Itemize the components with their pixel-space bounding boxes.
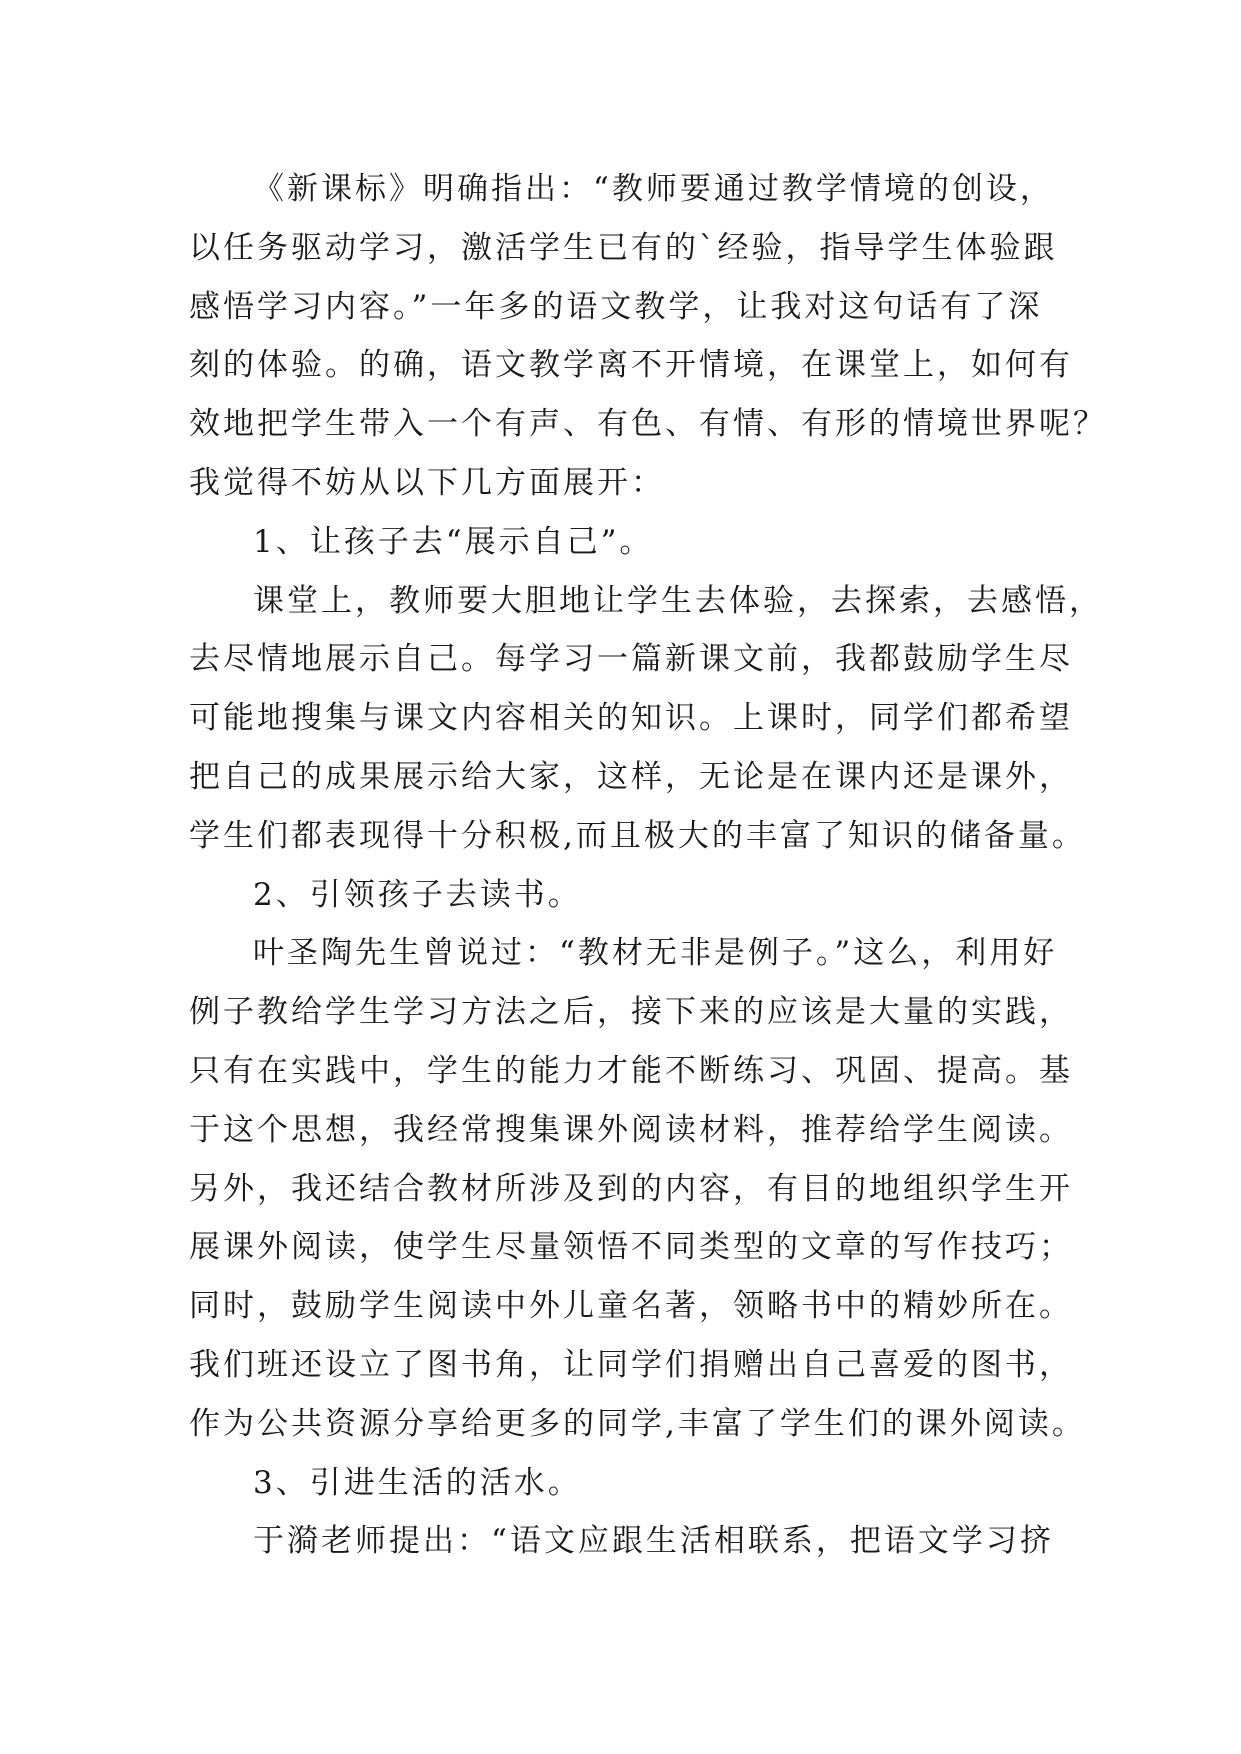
text-line: 以任务驱动学习，激活学生已有的`经验，指导学生体验跟 bbox=[189, 229, 1058, 266]
section-heading: 1、让孩子去“展示自己”。 bbox=[253, 523, 654, 560]
section-heading: 2、引领孩子去读书。 bbox=[253, 876, 582, 913]
text-line: 我们班还设立了图书角，让同学们捐赠出自己喜爱的图书， bbox=[189, 1346, 1073, 1383]
text-line: 叶圣陶先生曾说过：“教材无非是例子。”这么，利用好 bbox=[253, 935, 1058, 972]
text-line: 例子教给学生学习方法之后，接下来的应该是大量的实践， bbox=[189, 994, 1073, 1031]
text-line: 另外，我还结合教材所涉及到的内容，有目的地组织学生开 bbox=[189, 1170, 1073, 1207]
text-line: 我觉得不妨从以下几方面展开： bbox=[189, 464, 665, 501]
text-line: 作为公共资源分享给更多的同学,丰富了学生们的课外阅读。 bbox=[189, 1405, 1086, 1442]
section-heading: 3、引进生活的活水。 bbox=[253, 1464, 582, 1501]
text-line: 《新课标》明确指出：“教师要通过教学情境的创设， bbox=[253, 171, 1054, 207]
text-line: 同时，鼓励学生阅读中外儿童名著，领略书中的精妙所在。 bbox=[189, 1288, 1073, 1325]
text-line: 可能地搜集与课文内容相关的知识。上课时，同学们都希望 bbox=[189, 700, 1073, 737]
text-line: 于漪老师提出：“语文应跟生活相联系，把语文学习挤 bbox=[253, 1523, 1054, 1560]
document-body bbox=[189, 160, 1107, 1571]
text-line: 把自己的成果展示给大家，这样，无论是在课内还是课外， bbox=[189, 758, 1073, 795]
text-line: 效地把学生带入一个有声、有色、有情、有形的情境世界呢？ bbox=[189, 406, 1107, 443]
text-line: 学生们都表现得十分积极,而且极大的丰富了知识的储备量。 bbox=[189, 817, 1086, 854]
text-line: 刻的体验。的确，语文教学离不开情境，在课堂上，如何有 bbox=[189, 347, 1073, 384]
text-line: 课堂上，教师要大胆地让学生去体验，去探索，去感悟， bbox=[253, 582, 1103, 619]
text-line: 去尽情地展示自己。每学习一篇新课文前，我都鼓励学生尽 bbox=[189, 641, 1073, 678]
text-line: 感悟学习内容。”一年多的语文教学，让我对这句话有了深 bbox=[189, 288, 1043, 325]
text-line: 只有在实践中，学生的能力才能不断练习、巩固、提高。基 bbox=[189, 1052, 1073, 1089]
text-line: 展课外阅读，使学生尽量领悟不同类型的文章的写作技巧； bbox=[189, 1229, 1073, 1266]
text-line: 于这个思想，我经常搜集课外阅读材料，推荐给学生阅读。 bbox=[189, 1111, 1073, 1148]
